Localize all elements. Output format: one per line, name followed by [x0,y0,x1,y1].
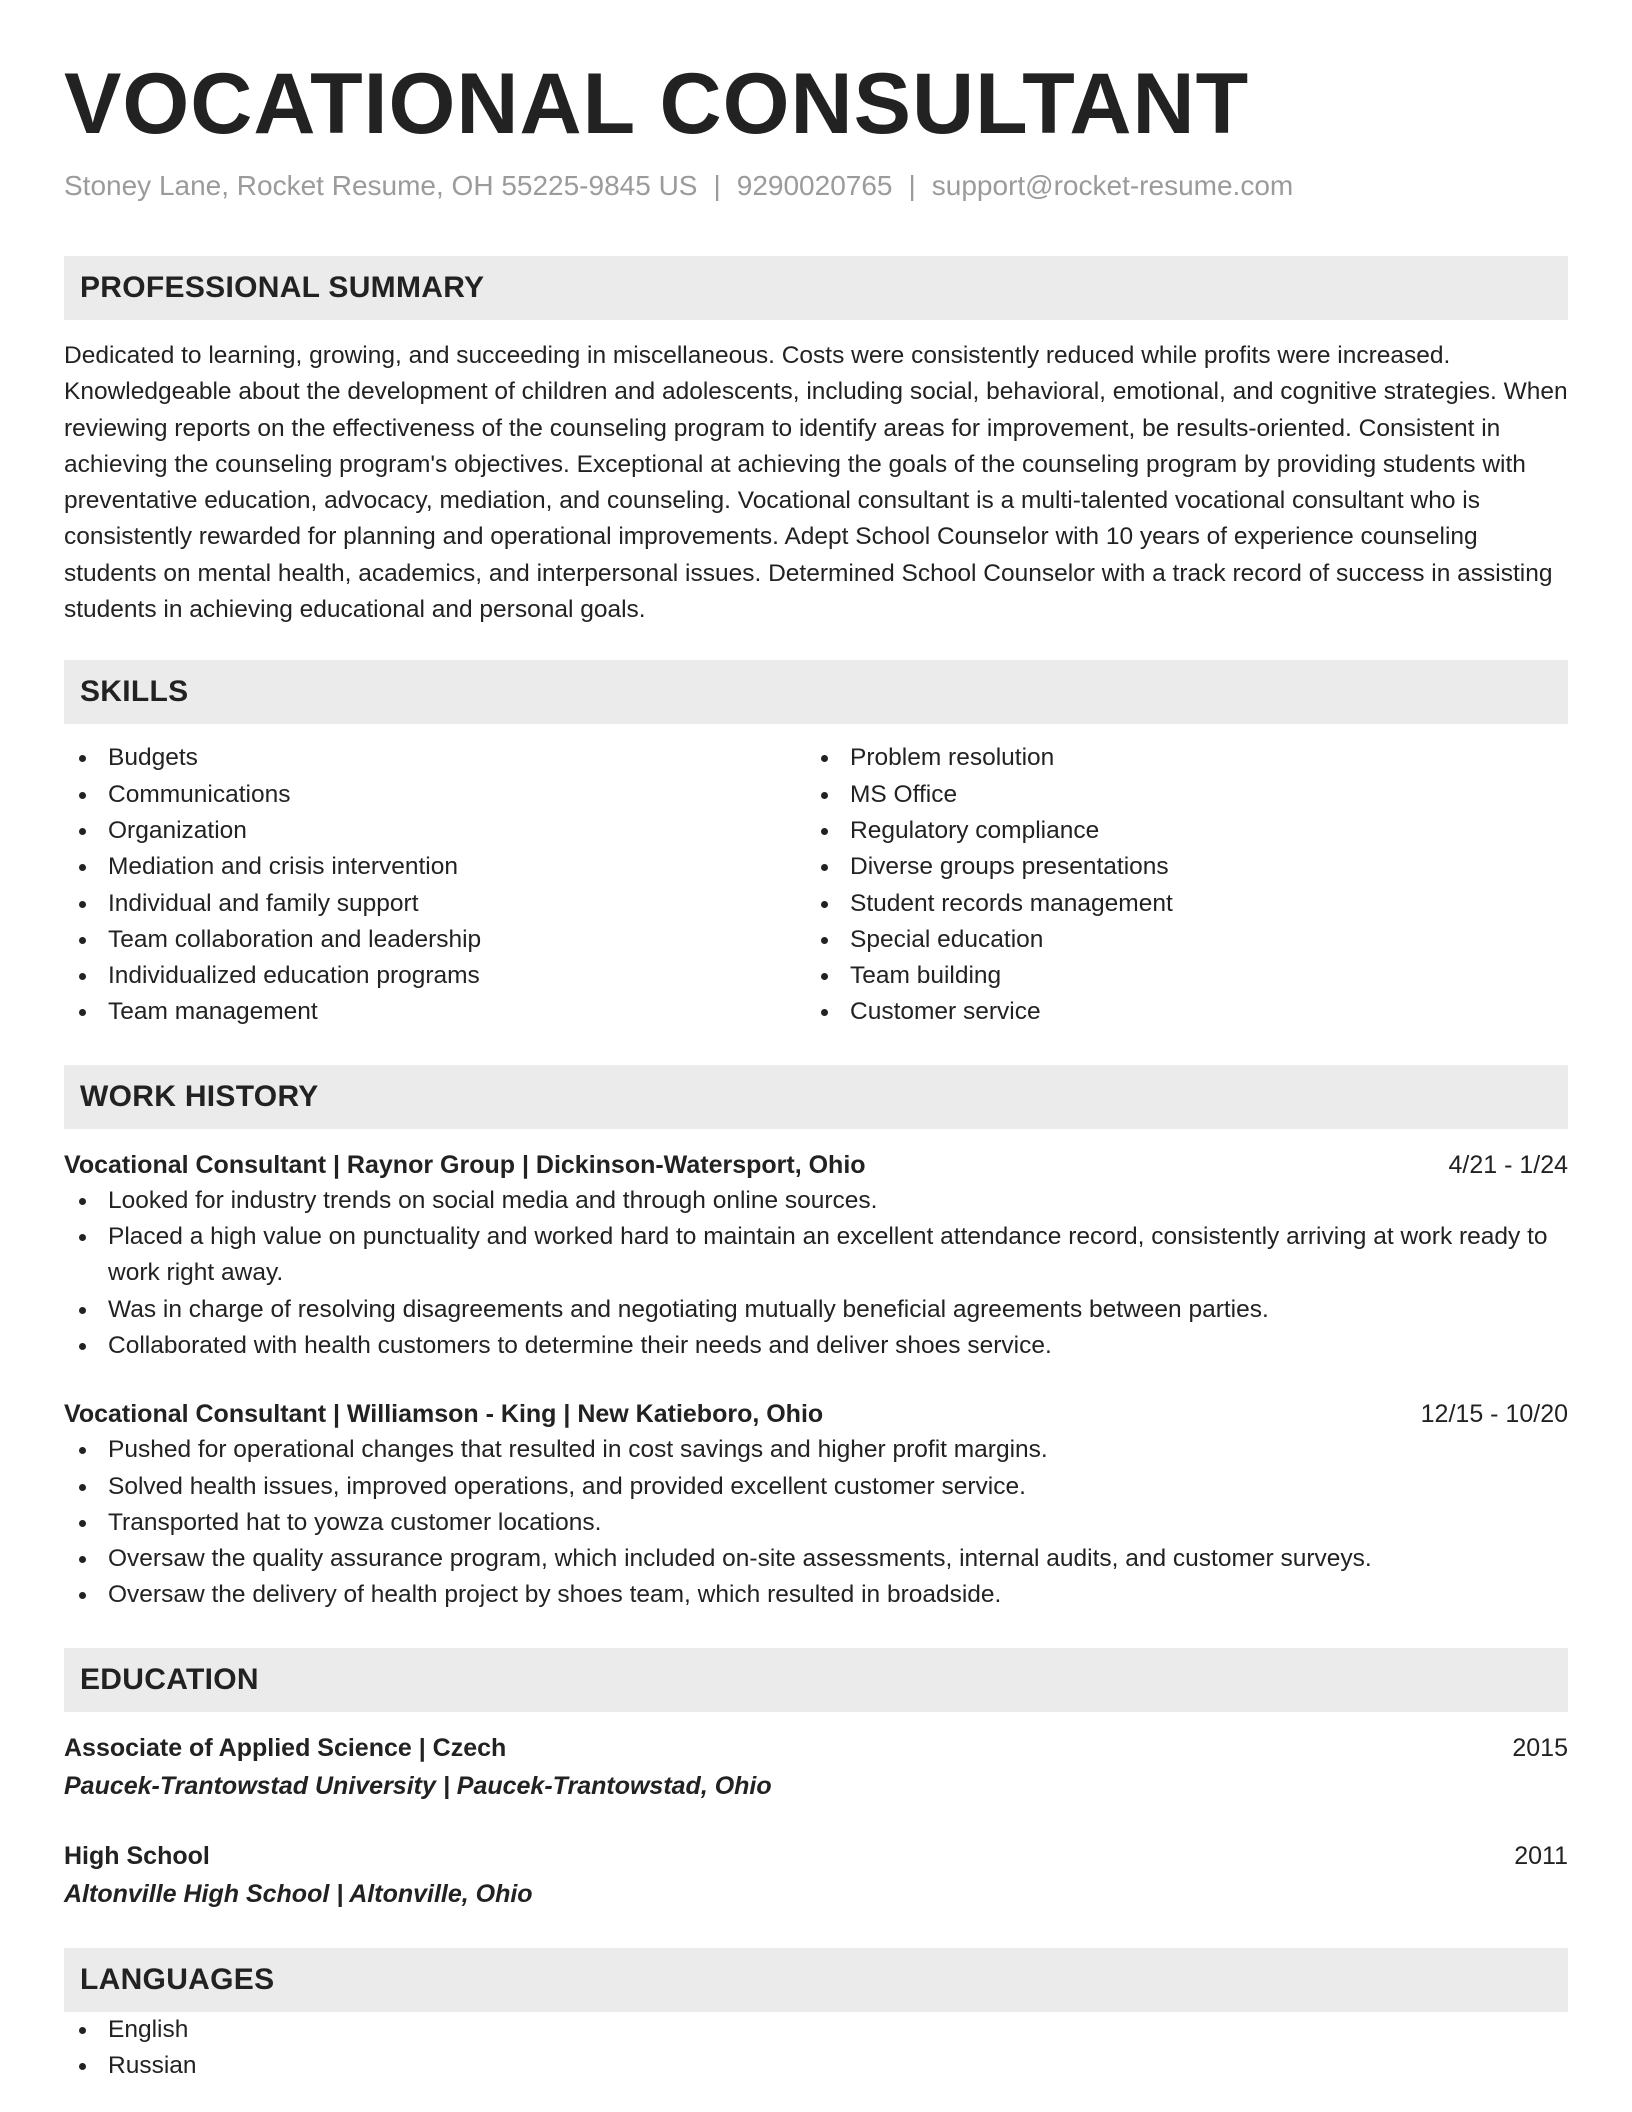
work-history-section-header: WORK HISTORY [64,1065,1568,1129]
contact-phone: 9290020765 [736,170,893,201]
job-bullet-list [64,1183,1568,1364]
language-item: Russian [64,2048,1568,2084]
skill-item: Team collaboration and leadership [64,922,806,958]
skill-item: Budgets [64,740,806,776]
education-year: 2015 [1512,1733,1568,1762]
skills-grid [64,740,1568,1030]
job-bullet: Oversaw the quality assurance program, which included on-site assessments, internal audits, and customer surveys. [64,1541,1568,1577]
education-degree: High School [64,1841,210,1870]
job-bullet: Transported hat to yowza customer locations. [64,1505,1568,1541]
summary-section-header: PROFESSIONAL SUMMARY [64,256,1568,320]
skill-item: Diverse groups presentations [806,849,1548,885]
education-section-header: EDUCATION [64,1648,1568,1712]
job-bullet-list [64,1432,1568,1613]
skill-item: Individualized education programs [64,958,806,994]
contact-address: Stoney Lane, Rocket Resume, OH 55225-9845 US [64,170,698,201]
skill-item: Organization [64,813,806,849]
job-heading-row [64,1396,1568,1432]
contact-separator: | [908,170,916,201]
education-degree: Associate of Applied Science | Czech [64,1733,507,1762]
skill-item: MS Office [806,777,1548,813]
contact-email: support@rocket-resume.com [931,170,1294,201]
job-title: Vocational Consultant | Williamson - King | New Katieboro, Ohio [64,1400,824,1429]
languages-list [64,2012,1568,2085]
resume-page [64,0,1568,2084]
job-bullet: Solved health issues, improved operations, and provided excellent customer service. [64,1469,1568,1505]
skill-item: Regulatory compliance [806,813,1548,849]
job-heading-row [64,1147,1568,1183]
skill-item: Problem resolution [806,740,1548,776]
skill-item: Individual and family support [64,886,806,922]
skills-section-header: SKILLS [64,660,1568,724]
education-heading-row [64,1838,1568,1874]
contact-line [64,168,1568,204]
language-item: English [64,2012,1568,2048]
job-dates: 12/15 - 10/20 [1420,1400,1568,1429]
education-year: 2011 [1514,1841,1568,1870]
job-bullet: Was in charge of resolving disagreements and negotiating mutually beneficial agreements between parties. [64,1292,1568,1328]
job-bullet: Pushed for operational changes that resulted in cost savings and higher profit margins. [64,1432,1568,1468]
skill-item: Special education [806,922,1548,958]
skill-item: Customer service [806,994,1548,1030]
skill-item: Team building [806,958,1548,994]
skills-column-right [806,740,1548,1030]
candidate-name: VOCATIONAL CONSULTANT [64,56,1250,152]
job-bullet: Looked for industry trends on social media and through online sources. [64,1183,1568,1219]
contact-separator: | [713,170,721,201]
skill-item: Mediation and crisis intervention [64,849,806,885]
skills-column-left [64,740,806,1030]
summary-text: Dedicated to learning, growing, and succeeding in miscellaneous. Costs were consistently reduced while profits were increased. Knowledgeable about the development of children and adolescents, including social, behavioral, emotional, and cognitive strategies. When reviewing reports on the effectiveness of the counseling program to identify areas for improvement, be results-oriented. Consistent in achieving the counseling program's objectives. Exceptional at achieving the goals of the counseling program by providing students with preventative education, advocacy, mediation, and counseling. Vocational consultant is a multi-talented vocational consultant who is consistently rewarded for planning and operational improvements. Adept School Counselor with 10 years of experience counseling students on mental health, academics, and interpersonal issues. Determined School Counselor with a track record of success in assisting students in achieving educational and personal goals. [64,342,1568,624]
education-heading-row [64,1730,1568,1766]
education-school: Altonville High School | Altonville, Ohio [64,1879,533,1908]
job-dates: 4/21 - 1/24 [1448,1150,1568,1179]
job-bullet: Placed a high value on punctuality and worked hard to maintain an excellent attendance record, consistently arriving at work ready to work right away. [64,1219,1568,1292]
education-school: Paucek-Trantowstad University | Paucek-Trantowstad, Ohio [64,1771,772,1800]
skill-item: Communications [64,777,806,813]
skill-item: Team management [64,994,806,1030]
skill-item: Student records management [806,886,1548,922]
job-title: Vocational Consultant | Raynor Group | Dickinson-Watersport, Ohio [64,1150,866,1179]
job-bullet: Oversaw the delivery of health project by shoes team, which resulted in broadside. [64,1577,1568,1613]
job-bullet: Collaborated with health customers to determine their needs and deliver shoes service. [64,1328,1568,1364]
languages-section-header: LANGUAGES [64,1948,1568,2012]
